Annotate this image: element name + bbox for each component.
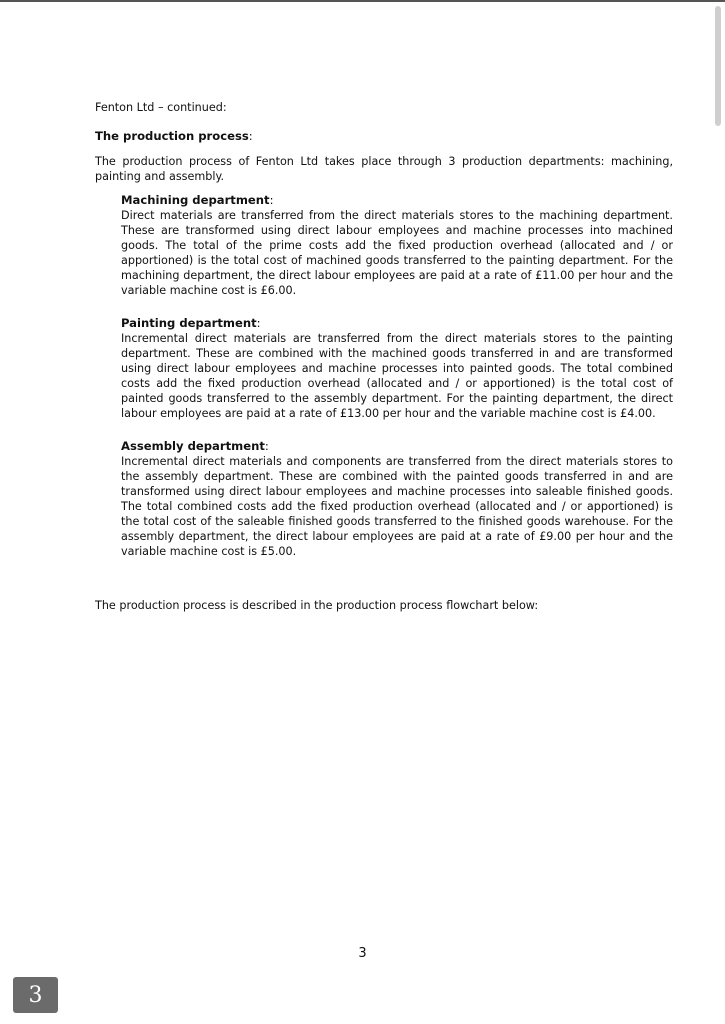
intro-paragraph: The production process of Fenton Ltd takes place through 3 production departments: machining, painting and assembly. (95, 155, 673, 183)
section-title-text: The production process (95, 129, 249, 143)
department-heading-suffix: : (264, 439, 269, 453)
department-painting (121, 316, 673, 421)
department-heading (121, 193, 673, 208)
department-heading-text: Assembly department (121, 439, 265, 453)
department-heading-suffix: : (256, 316, 261, 330)
department-heading-text: Machining department (121, 193, 270, 207)
department-body: Incremental direct materials are transferred from the direct materials stores to the painting department. These are combined with the machined goods transferred in and are transformed using direct labour employees and machine processes into painted goods. The total combined costs add the fixed production overhead (allocated and / or apportioned) is the total cost of painted goods transferred to the assembly department. For the painting department, the direct labour employees are paid at a rate of £13.00 per hour and the variable machine cost is £4.00. (121, 332, 673, 420)
document-page (95, 100, 673, 624)
section-title-suffix: : (248, 129, 253, 143)
page-number: 3 (358, 946, 367, 961)
department-heading-text: Painting department (121, 316, 257, 330)
department-assembly (121, 439, 673, 559)
continued-label: Fenton Ltd – continued: (95, 101, 227, 114)
department-machining (121, 193, 673, 298)
scrollbar-thumb[interactable] (715, 6, 721, 126)
department-heading-suffix: : (269, 193, 274, 207)
outro-paragraph: The production process is described in the production process flowchart below: (95, 599, 539, 612)
department-heading (121, 316, 673, 331)
top-border (0, 0, 725, 2)
department-body: Incremental direct materials and components are transferred from the direct materials stores to the assembly department. These are combined with the painted goods transferred in and are transformed using direct labour employees and machine processes into saleable finished goods. The total combined costs add the fixed production overhead (allocated and / or apportioned) is the total cost of the saleable finished goods transferred to the finished goods warehouse. For the assembly department, the direct labour employees are paid at a rate of £9.00 per hour and the variable machine cost is £5.00. (121, 455, 673, 558)
page-badge[interactable]: 3 (13, 977, 58, 1013)
department-body: Direct materials are transferred from the direct materials stores to the machining department. These are transformed using direct labour employees and machine processes into machined goods. The total of the prime costs add the fixed production overhead (allocated and / or apportioned) is the total cost of machined goods transferred to the painting department. For the machining department, the direct labour employees are paid at a rate of £11.00 per hour and the variable machine cost is £6.00. (121, 209, 673, 297)
spacer (95, 298, 673, 316)
spacer (95, 421, 673, 439)
section-title (95, 129, 673, 143)
department-heading (121, 439, 673, 454)
